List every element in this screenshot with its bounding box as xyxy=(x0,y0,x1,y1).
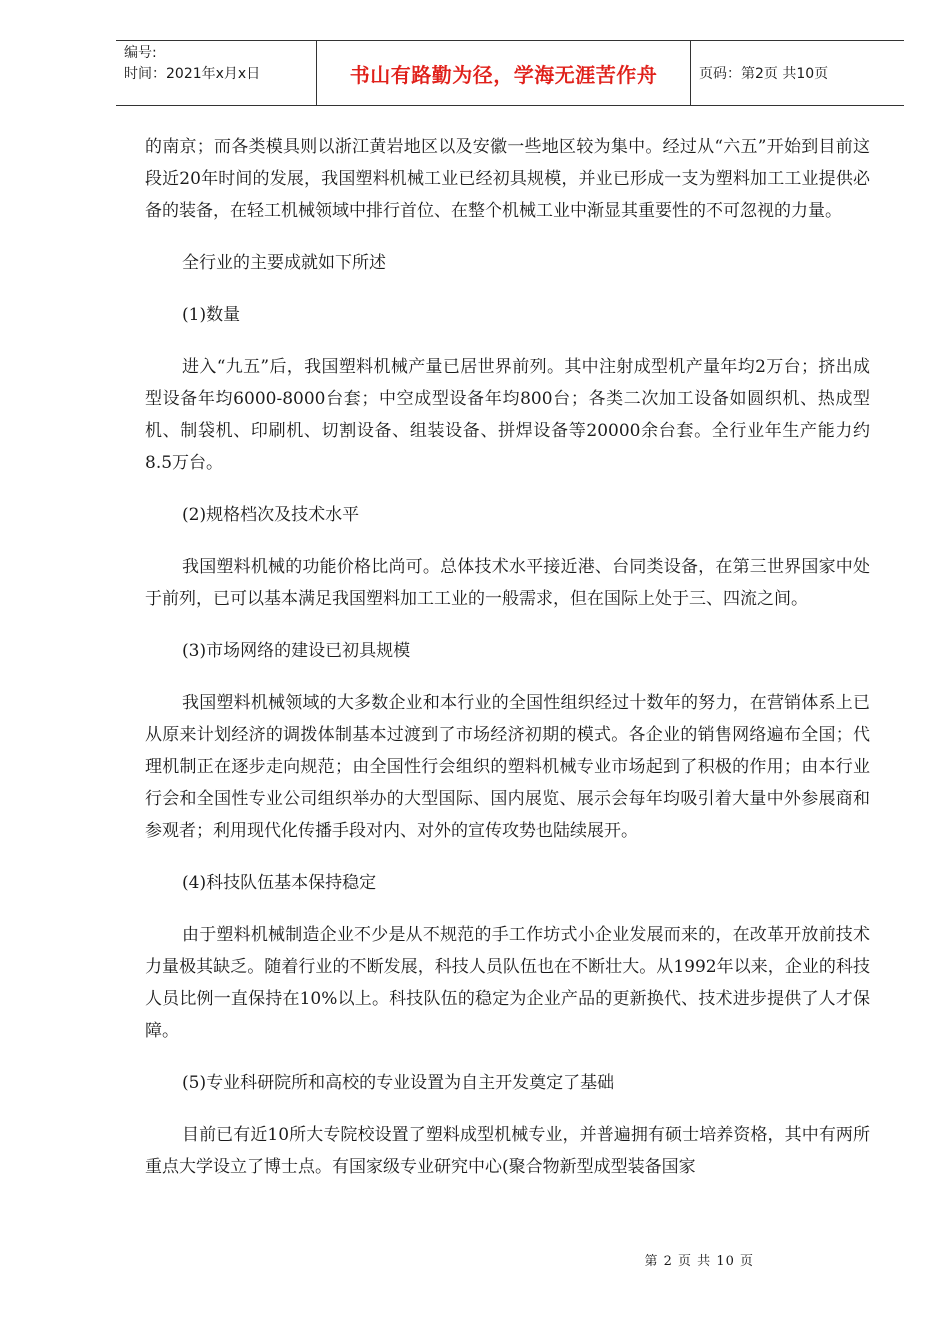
page-header xyxy=(116,40,904,106)
section-heading: (2)规格档次及技术水平 xyxy=(182,505,360,525)
paragraph: 进入“九五”后，我国塑料机械产量已居世界前列。其中注射成型机产量年均2万台；挤出成型设备年均6000-8000台套；中空成型设备年均800台；各类二次加工设备如圆织机、热成型机、制袋机、印刷机、切割设备、组装设备、拼焊设备等20000余台套。全行业年生产能力约8.5万台。 xyxy=(145,357,870,473)
section-heading: (3)市场网络的建设已初具规模 xyxy=(182,641,411,661)
page-footer: 第 2 页 共 10 页 xyxy=(644,1254,754,1269)
section-heading: (4)科技队伍基本保持稳定 xyxy=(182,873,377,893)
paragraph: 的南京；而各类模具则以浙江黄岩地区以及安徽一些地区较为集中。经过从“六五”开始到目前这段近20年时间的发展，我国塑料机械工业已经初具规模，并业已形成一支为塑料加工工业提供必备的装备，在轻工机械领域中排行首位、在整个机械工业中渐显其重要性的不可忽视的力量。 xyxy=(145,137,870,221)
document-body xyxy=(145,131,870,1203)
paragraph: 我国塑料机械领域的大多数企业和本行业的全国性组织经过十数年的努力，在营销体系上已从原来计划经济的调拨体制基本过渡到了市场经济初期的模式。各企业的销售网络遍布全国；代理机制正在逐步走向规范；由全国性行会组织的塑料机械专业市场起到了积极的作用；由本行业行会和全国性专业公司组织举办的大型国际、国内展览、展示会每年均吸引着大量中外参展商和参观者；利用现代化传播手段对内、对外的宣传攻势也陆续展开。 xyxy=(145,693,870,841)
document-number: 编号: xyxy=(124,45,157,61)
paragraph: 全行业的主要成就如下所述 xyxy=(182,253,386,273)
paragraph: 我国塑料机械的功能价格比尚可。总体技术水平接近港、台同类设备，在第三世界国家中处于前列，已可以基本满足我国塑料加工工业的一般需求，但在国际上处于三、四流之间。 xyxy=(145,557,870,609)
paragraph: 目前已有近10所大专院校设置了塑料成型机械专业，并普遍拥有硕士培养资格，其中有两所重点大学设立了博士点。有国家级专业研究中心(聚合物新型成型装备国家 xyxy=(145,1125,870,1177)
section-heading: (5)专业科研院所和高校的专业设置为自主开发奠定了基础 xyxy=(182,1073,615,1093)
paragraph: 由于塑料机械制造企业不少是从不规范的手工作坊式小企业发展而来的，在改革开放前技术力量极其缺乏。随着行业的不断发展，科技人员队伍也在不断壮大。从1992年以来，企业的科技人员比例一直保持在10%以上。科技队伍的稳定为企业产品的更新换代、技术进步提供了人才保障。 xyxy=(145,925,870,1041)
document-time: 时间：2021年x月x日 xyxy=(124,66,261,82)
header-motto: 书山有路勤为径，学海无涯苦作舟 xyxy=(349,62,658,87)
header-page-info xyxy=(691,41,904,105)
header-meta xyxy=(116,41,316,105)
header-motto-cell xyxy=(316,41,691,105)
section-heading: (1)数量 xyxy=(182,305,241,325)
page-info-text: 页码：第2页 共10页 xyxy=(699,66,829,82)
